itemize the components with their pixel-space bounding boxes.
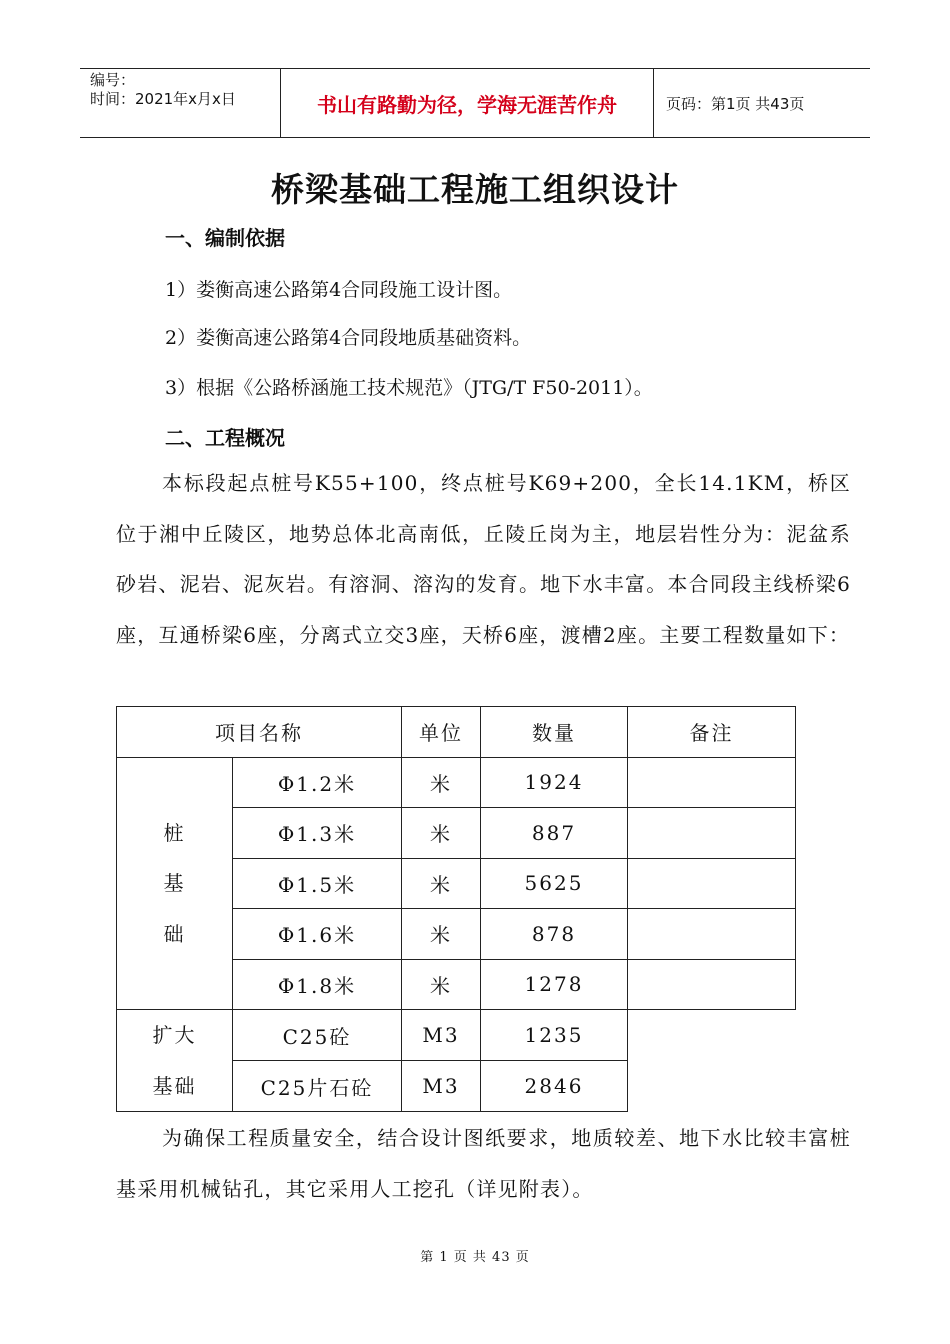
unit-cell: 米: [402, 757, 481, 808]
unit-cell: 米: [402, 959, 481, 1010]
header-page-info: 页码：第1页 共43页: [666, 94, 805, 113]
qty-cell: 1235: [481, 1010, 628, 1061]
note-cell: [628, 808, 796, 859]
qty-cell: 878: [481, 909, 628, 960]
unit-cell: 米: [402, 909, 481, 960]
quantity-table: [116, 706, 796, 1112]
header-motto: 书山有路勤为径，学海无涯苦作舟: [281, 69, 654, 137]
unit-cell: 米: [402, 808, 481, 859]
document-title: 桥梁基础工程施工组织设计: [271, 170, 679, 209]
qty-cell: 1924: [481, 757, 628, 808]
qty-cell: 1278: [481, 959, 628, 1010]
basis-item-1: 1）娄衡高速公路第4合同段施工设计图。: [165, 279, 513, 301]
closing-paragraph: 为确保工程质量安全，结合设计图纸要求，地质较差、地下水比较丰富桩基采用机械钻孔，其它采用人工挖孔（详见附表）。: [116, 1126, 851, 1201]
table-row: [117, 1010, 796, 1061]
spec-cell: C25片石砼: [233, 1061, 402, 1112]
blank-cell: [628, 1010, 796, 1112]
basis-item-2: 2）娄衡高速公路第4合同段地质基础资料。: [165, 327, 532, 349]
qty-cell: 2846: [481, 1061, 628, 1112]
date-label: 时间：2021年x月x日: [90, 90, 236, 108]
note-cell: [628, 959, 796, 1010]
note-cell: [628, 858, 796, 909]
category-spread-foundation: 扩大 基础: [117, 1010, 233, 1112]
basis-item-3: 3）根据《公路桥涵施工技术规范》（JTG/T F50-2011）。: [165, 377, 653, 399]
number-label: 编号：: [90, 71, 136, 89]
section2-heading: 二、工程概况: [165, 426, 285, 450]
header-note: 备注: [628, 707, 796, 758]
spec-cell: Φ1.8米: [233, 959, 402, 1010]
note-cell: [628, 757, 796, 808]
header-name: 项目名称: [117, 707, 402, 758]
header-meta: [80, 69, 281, 137]
qty-cell: 887: [481, 808, 628, 859]
table-row: [117, 757, 796, 808]
category-pile-foundation: 桩 基 础: [117, 757, 233, 1010]
spec-cell: Φ1.5米: [233, 858, 402, 909]
unit-cell: M3: [402, 1061, 481, 1112]
unit-cell: M3: [402, 1010, 481, 1061]
header-qty: 数量: [481, 707, 628, 758]
document-header: [80, 68, 870, 138]
section1-heading: 一、编制依据: [165, 226, 285, 250]
header-unit: 单位: [402, 707, 481, 758]
table-header-row: [117, 707, 796, 758]
note-cell: [628, 909, 796, 960]
overview-paragraph: 本标段起点桩号K55+100，终点桩号K69+200，全长14.1KM，桥区位于湘中丘陵区，地势总体北高南低，丘陵丘岗为主，地层岩性分为：泥盆系砂岩、泥岩、泥灰岩。有溶洞、溶沟的发育。地下水丰富。本合同段主线桥梁6座，互通桥梁6座，分离式立交3座，天桥6座，渡槽2座。主要工程数量如下：: [116, 471, 851, 647]
spec-cell: Φ1.2米: [233, 757, 402, 808]
unit-cell: 米: [402, 858, 481, 909]
spec-cell: C25砼: [233, 1010, 402, 1061]
qty-cell: 5625: [481, 858, 628, 909]
page-footer: 第 1 页 共 43 页: [420, 1250, 530, 1265]
spec-cell: Φ1.3米: [233, 808, 402, 859]
spec-cell: Φ1.6米: [233, 909, 402, 960]
